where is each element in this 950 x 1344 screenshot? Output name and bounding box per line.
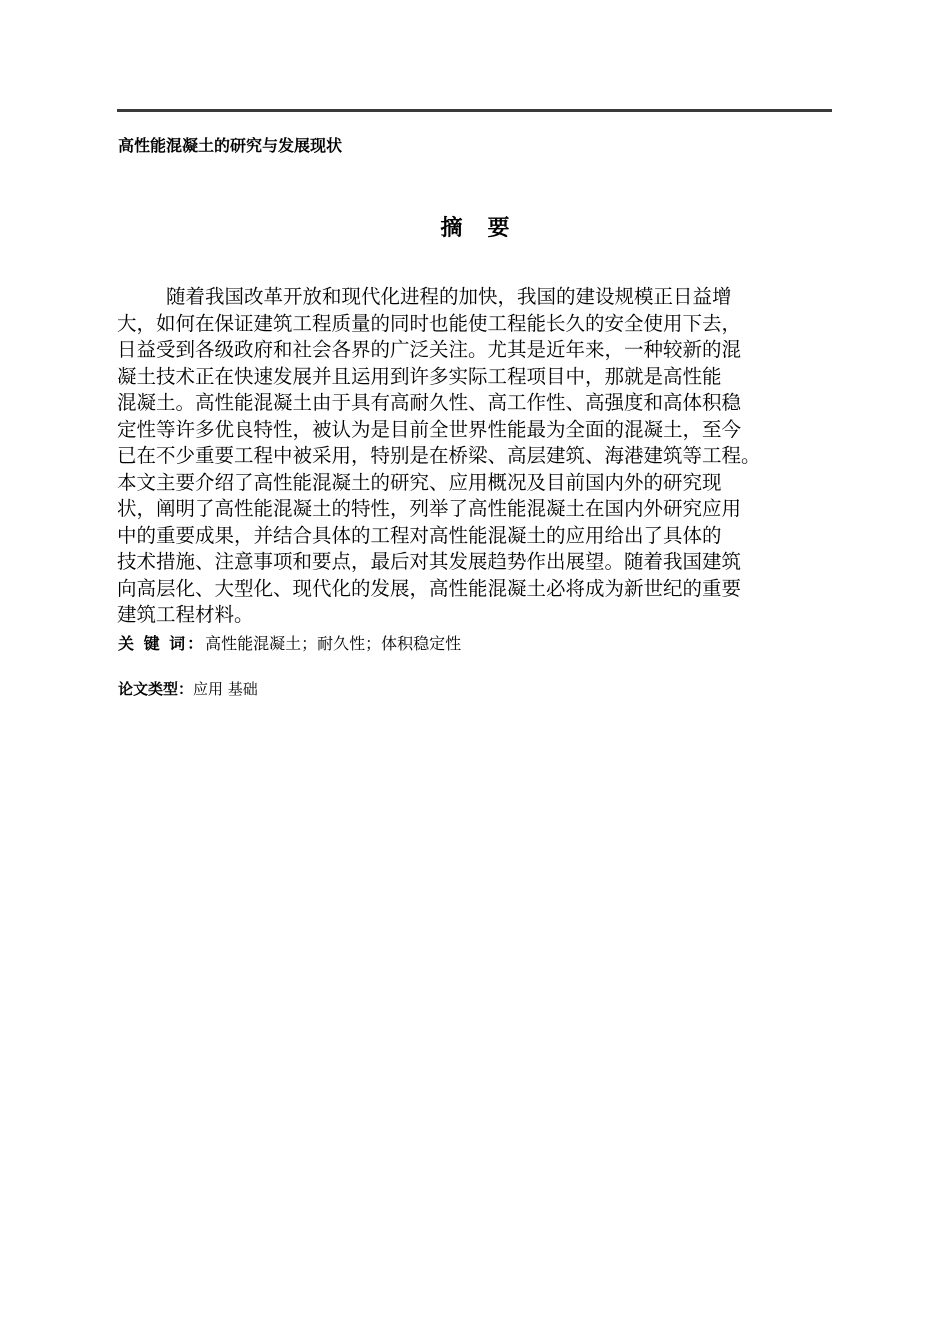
abstract-line: 技术措施、注意事项和要点，最后对其发展趋势作出展望。随着我国建筑: [117, 550, 742, 573]
abstract-line: 本文主要介绍了高性能混凝土的研究、应用概况及目前国内外的研究现: [117, 470, 722, 494]
keywords-value: 高性能混凝土；耐久性；体积稳定性: [205, 634, 462, 653]
keywords: [118, 633, 461, 655]
abstract-line: 大，如何在保证建筑工程质量的同时也能使工程能长久的安全使用下去，: [117, 311, 742, 335]
abstract-line: 已在不少重要工程中被采用，特别是在桥梁、高层建筑、海港建筑等工程。: [117, 444, 761, 467]
abstract-line: 向高层化、大型化、现代化的发展，高性能混凝土必将成为新世纪的重要: [117, 576, 742, 600]
paper-type-value: 应用 基础: [193, 680, 258, 698]
paper-type: [118, 679, 258, 699]
abstract-line: 混凝土。高性能混凝土由于具有高耐久性、高工作性、高强度和高体积稳: [117, 391, 742, 414]
abstract-line: 状，阐明了高性能混凝土的特性，列举了高性能混凝土在国内外研究应用: [117, 497, 742, 520]
abstract-heading: 摘要: [440, 216, 535, 241]
header-rule: [117, 109, 832, 112]
abstract-body: [117, 284, 837, 629]
abstract-line: 定性等许多优良特性，被认为是目前全世界性能最为全面的混凝土，至今: [117, 417, 742, 441]
running-title: 高性能混凝土的研究与发展现状: [118, 136, 343, 155]
abstract-line: 建筑工程材料。: [117, 603, 254, 626]
paper-type-label: 论文类型：: [118, 680, 194, 698]
abstract-line: 日益受到各级政府和社会各界的广泛关注。尤其是近年来，一种较新的混: [117, 338, 742, 361]
abstract-line: 凝土技术正在快速发展并且运用到许多实际工程项目中，那就是高性能: [117, 364, 722, 388]
abstract-line: 随着我国改革开放和现代化进程的加快，我国的建设规模正日益增: [166, 285, 732, 308]
keywords-label: 关 键 词：: [118, 634, 206, 653]
abstract-line: 中的重要成果，并结合具体的工程对高性能混凝土的应用给出了具体的: [117, 523, 722, 547]
